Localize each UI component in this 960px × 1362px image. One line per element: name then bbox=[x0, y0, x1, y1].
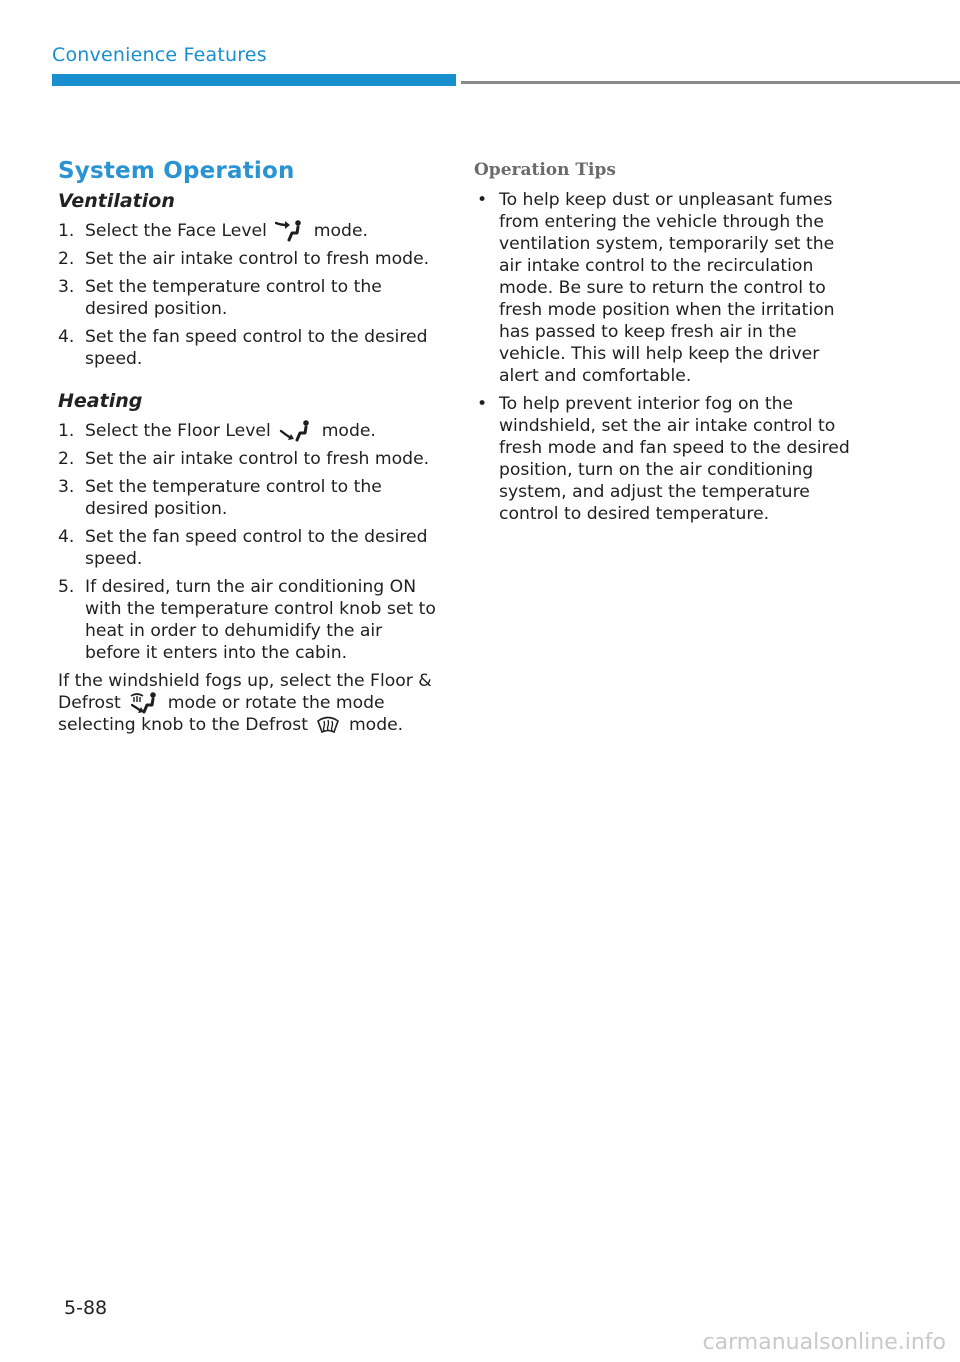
ventilation-title: Ventilation bbox=[58, 190, 175, 212]
list-item: 4. Set the fan speed control to the desired speed. bbox=[58, 327, 428, 369]
face-level-icon bbox=[275, 220, 305, 242]
left-column bbox=[58, 158, 442, 736]
heating-title: Heating bbox=[58, 390, 143, 412]
floor-defrost-icon bbox=[129, 692, 159, 714]
header-accent-bar bbox=[52, 74, 456, 86]
list-item: 4. Set the fan speed control to the desired speed. bbox=[58, 527, 428, 569]
floor-level-icon bbox=[279, 420, 313, 442]
header-rule bbox=[461, 81, 960, 84]
section-title: System Operation bbox=[58, 158, 295, 184]
list-item: • To help prevent interior fog on the windshield, set the air intake control to fresh mode and fan speed to the desired position, turn on the air conditioning system, and adjust the temperature control to desired temperature. bbox=[477, 394, 850, 524]
list-item: 2. Set the air intake control to fresh mode. bbox=[58, 449, 430, 469]
header-title: Convenience Features bbox=[52, 44, 267, 66]
list-item: 3. Set the temperature control to the desired position. bbox=[58, 477, 382, 519]
list-item: 1. Select the Face Level mode. bbox=[58, 221, 369, 241]
list-item: 5. If desired, turn the air conditioning ON with the temperature control knob set to heat in order to dehumidify the air before it enters into the cabin. bbox=[58, 577, 436, 663]
list-item: • To help keep dust or unpleasant fumes from entering the vehicle through the ventilation system, temporarily set the air intake control to the recirculation mode. Be sure to return the control to fresh mode position when the irritation has passed to keep fresh air in the vehicle. This will help keep the driver alert and comfortable. bbox=[477, 190, 835, 386]
bullet: • bbox=[477, 190, 488, 210]
tips-title: Operation Tips bbox=[474, 160, 616, 180]
list-item: 2. Set the air intake control to fresh mode. bbox=[58, 249, 430, 269]
list-item: 1. Select the Floor Level mode. bbox=[58, 421, 376, 441]
defrost-icon bbox=[316, 715, 340, 735]
bullet: • bbox=[477, 394, 488, 414]
defrost-note: If the windshield fogs up, select the Floor & Defrost mode or rotate the mode selecting knob to the Defrost mode. bbox=[58, 671, 432, 735]
page-number: 5-88 bbox=[64, 1297, 108, 1319]
list-item: 3. Set the temperature control to the desired position. bbox=[58, 277, 382, 319]
right-column bbox=[474, 160, 854, 531]
tips-list bbox=[474, 189, 854, 525]
heating-steps bbox=[58, 420, 442, 664]
ventilation-steps bbox=[58, 220, 442, 370]
watermark: carmanualsonline.info bbox=[702, 1330, 946, 1355]
